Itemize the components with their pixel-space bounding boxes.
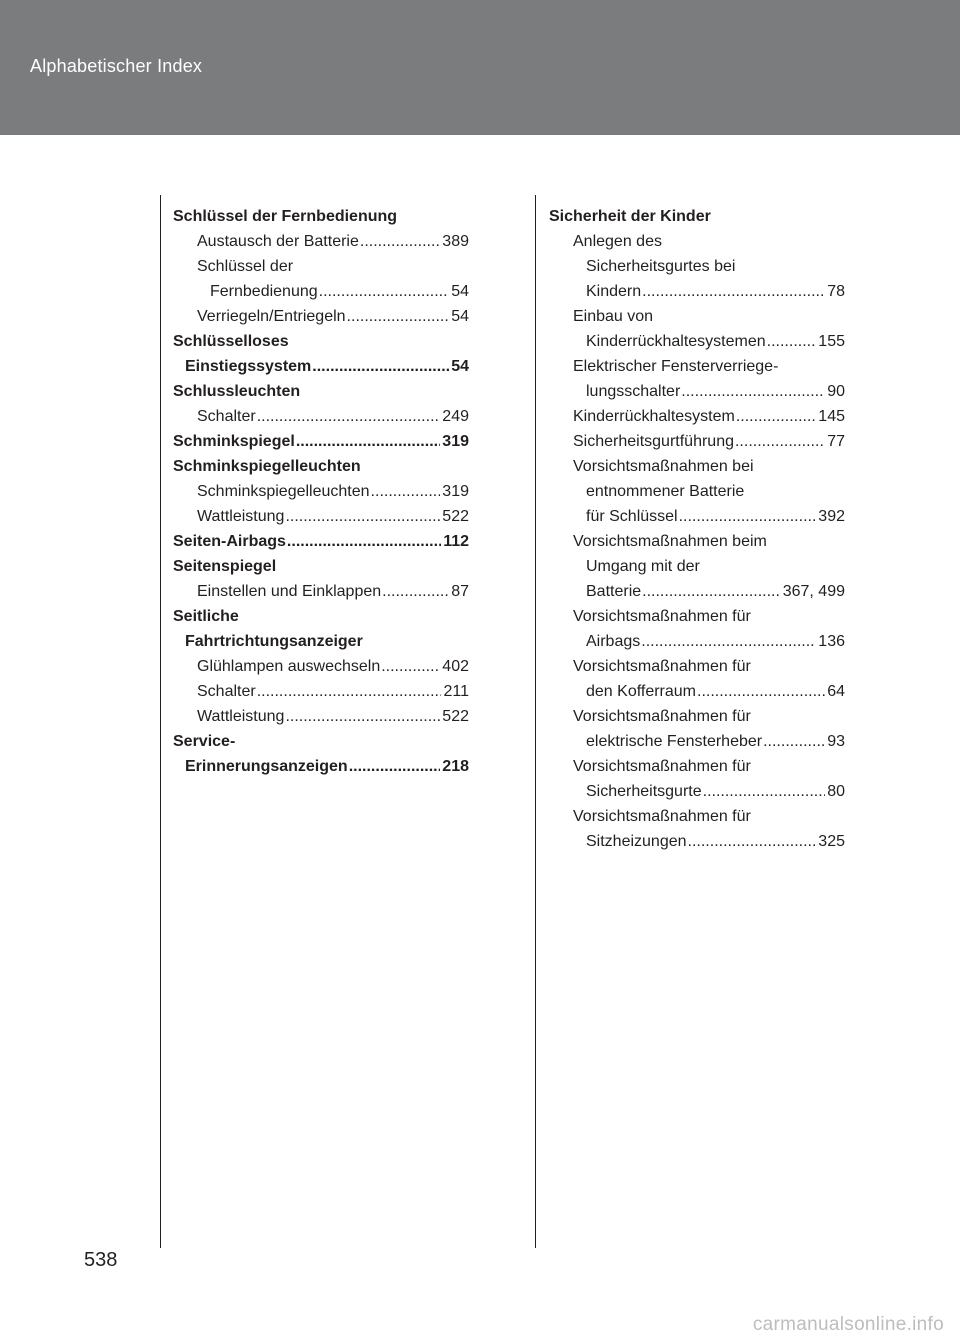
index-entry bbox=[173, 654, 469, 679]
entry-label: Service- bbox=[173, 733, 236, 750]
entry-label: Vorsichtsmaßnahmen beim bbox=[573, 533, 767, 550]
right-column-rule bbox=[535, 195, 536, 1248]
page-reference: 54 bbox=[451, 283, 469, 300]
index-column-right bbox=[549, 204, 845, 854]
entry-label: Einstiegssystem bbox=[185, 358, 312, 375]
index-entry bbox=[549, 779, 845, 804]
entry-label: lungsschalter bbox=[586, 383, 681, 400]
index-heading bbox=[173, 604, 469, 629]
page-reference: 90 bbox=[827, 383, 845, 400]
page-reference: 402 bbox=[442, 658, 469, 675]
dot-leader bbox=[296, 429, 440, 454]
entry-label: Einstellen und Einklappen bbox=[197, 583, 382, 600]
entry-label: Seitenspiegel bbox=[173, 558, 277, 575]
entry-label: Schlüsselloses bbox=[173, 333, 289, 350]
dot-leader bbox=[763, 729, 825, 754]
index-entry bbox=[549, 679, 845, 704]
index-entry bbox=[173, 354, 469, 379]
header-title: Alphabetischer Index bbox=[30, 56, 203, 76]
dot-leader bbox=[285, 704, 440, 729]
dot-leader bbox=[736, 404, 816, 429]
index-entry bbox=[549, 829, 845, 854]
index-entry bbox=[173, 529, 469, 554]
entry-label: Schminkspiegelleuchten bbox=[197, 483, 370, 500]
entry-label: Anlegen des bbox=[573, 233, 662, 250]
entry-label: Schlüssel der bbox=[197, 258, 294, 275]
entry-label: Elektrischer Fensterverriege- bbox=[573, 358, 779, 375]
entry-label: Fernbedienung bbox=[210, 283, 318, 300]
index-heading bbox=[549, 204, 845, 229]
index-entry bbox=[549, 279, 845, 304]
index-heading bbox=[173, 729, 469, 754]
index-heading bbox=[549, 604, 845, 629]
entry-label: Vorsichtsmaßnahmen für bbox=[573, 658, 751, 675]
entry-label: den Kofferraum bbox=[586, 683, 696, 700]
entry-label: Erinnerungsanzeigen bbox=[185, 758, 348, 775]
dot-leader bbox=[767, 329, 817, 354]
entry-label: Vorsichtsmaßnahmen für bbox=[573, 608, 751, 625]
entry-label: Kinderrückhaltesystemen bbox=[586, 333, 766, 350]
index-entry bbox=[173, 404, 469, 429]
index-entry bbox=[173, 479, 469, 504]
index-heading bbox=[549, 754, 845, 779]
entry-label: Sicherheit der Kinder bbox=[549, 208, 711, 225]
entry-label: Schalter bbox=[197, 683, 256, 700]
index-entry bbox=[173, 304, 469, 329]
index-entry bbox=[549, 404, 845, 429]
dot-leader bbox=[703, 779, 826, 804]
index-entry bbox=[173, 579, 469, 604]
index-heading bbox=[549, 454, 845, 479]
entry-label: Vorsichtsmaßnahmen für bbox=[573, 708, 751, 725]
page-reference: 145 bbox=[818, 408, 845, 425]
left-column-rule bbox=[160, 195, 161, 1248]
dot-leader bbox=[681, 379, 825, 404]
dot-leader bbox=[257, 679, 442, 704]
dot-leader bbox=[642, 579, 781, 604]
page-reference: 155 bbox=[818, 333, 845, 350]
page-reference: 392 bbox=[818, 508, 845, 525]
page-reference: 78 bbox=[827, 283, 845, 300]
index-entry bbox=[549, 504, 845, 529]
entry-label: Wattleistung bbox=[197, 508, 285, 525]
entry-label: Seiten-Airbags bbox=[173, 533, 286, 550]
dot-leader bbox=[381, 654, 440, 679]
index-entry bbox=[173, 279, 469, 304]
dot-leader bbox=[287, 529, 441, 554]
entry-label: Sitzheizungen bbox=[586, 833, 687, 850]
index-heading bbox=[549, 529, 845, 554]
page-reference: 319 bbox=[442, 433, 469, 450]
entry-label: elektrische Fensterheber bbox=[586, 733, 763, 750]
dot-leader bbox=[688, 829, 817, 854]
entry-label: Schlussleuchten bbox=[173, 383, 301, 400]
dot-leader bbox=[642, 279, 825, 304]
page-reference: 64 bbox=[827, 683, 845, 700]
entry-label: Einbau von bbox=[573, 308, 654, 325]
entry-label: Kindern bbox=[586, 283, 642, 300]
entry-label: Umgang mit der bbox=[586, 558, 700, 575]
entry-label: Austausch der Batterie bbox=[197, 233, 359, 250]
dot-leader bbox=[347, 304, 450, 329]
index-heading bbox=[549, 229, 845, 254]
index-entry bbox=[173, 754, 469, 779]
dot-leader bbox=[257, 404, 441, 429]
page-reference: 112 bbox=[443, 533, 469, 550]
index-heading bbox=[173, 454, 469, 479]
index-entry bbox=[173, 504, 469, 529]
index-heading bbox=[173, 204, 469, 229]
entry-label: Schlüssel der Fernbedienung bbox=[173, 208, 398, 225]
dot-leader bbox=[285, 504, 440, 529]
index-entry bbox=[549, 729, 845, 754]
entry-label: Vorsichtsmaßnahmen für bbox=[573, 758, 751, 775]
dot-leader bbox=[697, 679, 825, 704]
dot-leader bbox=[349, 754, 441, 779]
page-reference: 218 bbox=[442, 758, 469, 775]
entry-label: Schalter bbox=[197, 408, 256, 425]
index-heading bbox=[549, 654, 845, 679]
entry-label: Schminkspiegelleuchten bbox=[173, 458, 361, 475]
page-reference: 136 bbox=[818, 633, 845, 650]
index-heading bbox=[173, 329, 469, 354]
entry-label: Batterie bbox=[586, 583, 642, 600]
page-reference: 522 bbox=[442, 708, 469, 725]
index-heading bbox=[549, 704, 845, 729]
entry-label: Glühlampen auswechseln bbox=[197, 658, 381, 675]
entry-label: Kinderrückhaltesystem bbox=[573, 408, 735, 425]
index-heading bbox=[173, 254, 469, 279]
entry-label: Seitliche bbox=[173, 608, 239, 625]
dot-leader bbox=[735, 429, 825, 454]
page-reference: 522 bbox=[442, 508, 469, 525]
index-entry bbox=[173, 704, 469, 729]
index-entry bbox=[549, 579, 845, 604]
entry-label: Vorsichtsmaßnahmen für bbox=[573, 808, 751, 825]
entry-label: Sicherheitsgurtführung bbox=[573, 433, 734, 450]
index-entry bbox=[173, 679, 469, 704]
dot-leader bbox=[319, 279, 450, 304]
page-reference: 80 bbox=[827, 783, 845, 800]
index-heading bbox=[549, 479, 845, 504]
page-reference: 325 bbox=[818, 833, 845, 850]
entry-label: Sicherheitsgurte bbox=[586, 783, 702, 800]
page-reference: 54 bbox=[451, 308, 469, 325]
page-number: 538 bbox=[84, 1249, 118, 1271]
entry-label: Sicherheitsgurtes bei bbox=[586, 258, 736, 275]
page-reference: 54 bbox=[451, 358, 469, 375]
index-entry bbox=[173, 429, 469, 454]
page-reference: 389 bbox=[442, 233, 469, 250]
page-reference: 211 bbox=[443, 683, 469, 700]
page-header bbox=[0, 0, 960, 135]
index-heading bbox=[173, 379, 469, 404]
entry-label: Airbags bbox=[586, 633, 641, 650]
index-entry bbox=[549, 329, 845, 354]
index-heading bbox=[549, 804, 845, 829]
index-entry bbox=[173, 229, 469, 254]
index-entry bbox=[549, 379, 845, 404]
index-heading bbox=[173, 554, 469, 579]
page-reference: 319 bbox=[442, 483, 469, 500]
entry-label: Wattleistung bbox=[197, 708, 285, 725]
index-entry bbox=[549, 429, 845, 454]
page-reference: 93 bbox=[827, 733, 845, 750]
dot-leader bbox=[641, 629, 816, 654]
entry-label: entnommener Batterie bbox=[586, 483, 745, 500]
entry-label: Fahrtrichtungsanzeiger bbox=[185, 633, 363, 650]
dot-leader bbox=[312, 354, 449, 379]
entry-label: Vorsichtsmaßnahmen bei bbox=[573, 458, 754, 475]
dot-leader bbox=[382, 579, 449, 604]
index-entry bbox=[549, 629, 845, 654]
page-reference: 367, 499 bbox=[782, 583, 845, 600]
index-heading bbox=[549, 254, 845, 279]
page-reference: 87 bbox=[451, 583, 469, 600]
entry-label: Schminkspiegel bbox=[173, 433, 295, 450]
entry-label: Verriegeln/Entriegeln bbox=[197, 308, 346, 325]
dot-leader bbox=[679, 504, 817, 529]
index-heading bbox=[173, 629, 469, 654]
index-heading bbox=[549, 304, 845, 329]
entry-label: für Schlüssel bbox=[586, 508, 678, 525]
index-heading bbox=[549, 554, 845, 579]
page-reference: 77 bbox=[827, 433, 845, 450]
dot-leader bbox=[371, 479, 441, 504]
dot-leader bbox=[360, 229, 440, 254]
watermark: carmanualsonline.info bbox=[752, 1314, 944, 1335]
page-reference: 249 bbox=[442, 408, 469, 425]
index-column-left bbox=[173, 204, 469, 779]
index-heading bbox=[549, 354, 845, 379]
